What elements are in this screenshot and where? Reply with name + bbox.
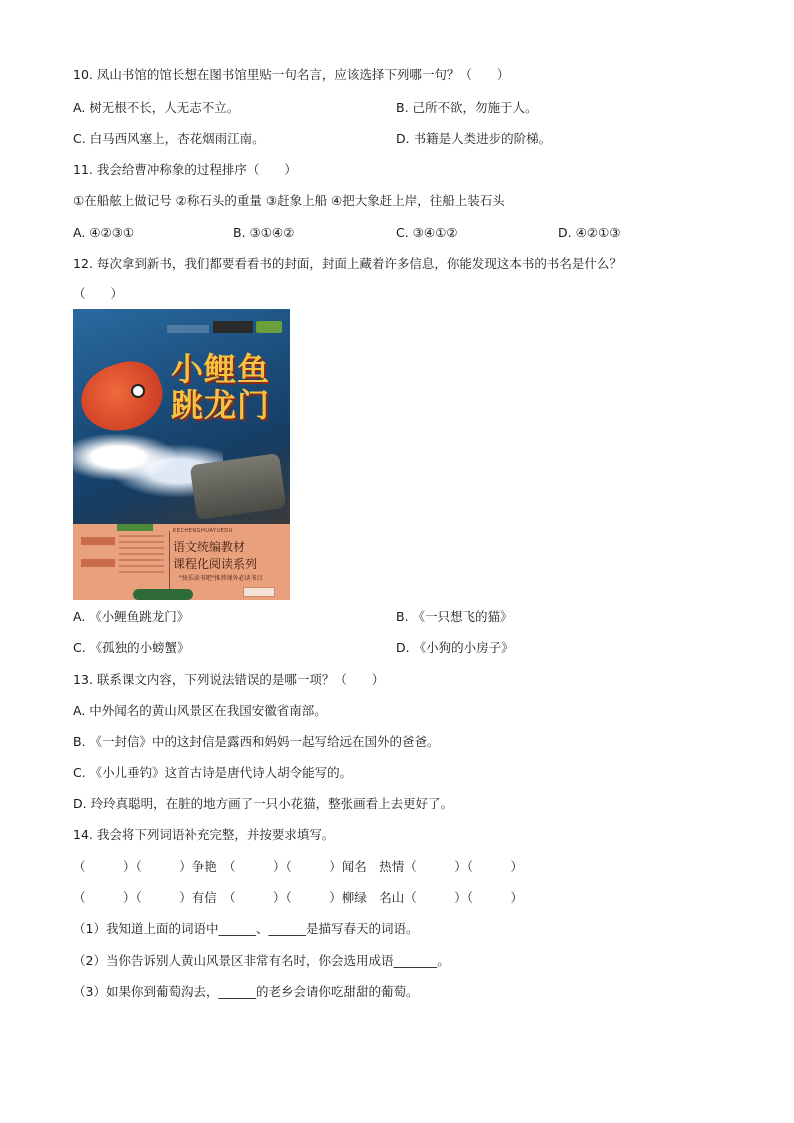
q11-stem: 11. 我会给曹冲称象的过程排序（ ） xyxy=(73,162,297,177)
cover-side-label-1 xyxy=(81,537,115,545)
carp-eye xyxy=(131,384,145,398)
q11-option-d: D. ④②①③ xyxy=(558,225,621,240)
cover-grade-tag xyxy=(117,524,153,531)
q10-option-b: B. 己所不欲，勿施于人。 xyxy=(396,100,538,115)
cover-edition-tag xyxy=(256,321,282,333)
q10-stem: 10. 凤山书馆的馆长想在图书馆里贴一句名言，应该选择下列哪一句？（ ） xyxy=(73,67,510,82)
cover-series-line-1: 语文统编教材 xyxy=(173,540,246,554)
q13-option-c: C. 《小儿垂钓》这首古诗是唐代诗人胡令能写的。 xyxy=(73,765,353,780)
q12-option-d: D. 《小狗的小房子》 xyxy=(396,640,514,655)
q13-option-d: D. 玲玲真聪明，在脏的地方画了一只小花猫，整张画看上去更好了。 xyxy=(73,796,454,811)
q14-sub-2: （2）当你告诉别人黄山风景区非常有名时，你会选用成语_______。 xyxy=(73,953,450,968)
cover-small-text xyxy=(119,535,164,575)
cover-title-line-1: 小鲤鱼 xyxy=(171,350,271,388)
q11-option-a: A. ④②③① xyxy=(73,225,135,240)
q11-option-c: C. ③④①② xyxy=(396,225,458,240)
q14-stem: 14. 我会将下列词语补充完整，并按要求填写。 xyxy=(73,827,335,842)
q13-stem: 13. 联系课文内容，下列说法错误的是哪一项？（ ） xyxy=(73,672,385,687)
q12-option-c: C. 《孤独的小螃蟹》 xyxy=(73,640,190,655)
cover-badge xyxy=(213,321,253,333)
q12-blank: （ ） xyxy=(73,286,124,301)
q14-row-2: （ ）（ ）有信 （ ）（ ）柳绿 名山（ ）（ ） xyxy=(73,890,524,905)
q14-row-1: （ ）（ ）争艳 （ ）（ ）闻名 热情（ ）（ ） xyxy=(73,859,524,874)
cover-title-line-2: 跳龙门 xyxy=(171,386,271,424)
book-cover-image xyxy=(73,309,290,600)
q10-option-a: A. 树无根不长，人无志不立。 xyxy=(73,100,240,115)
q13-option-b: B. 《一封信》中的这封信是露西和妈妈一起写给远在国外的爸爸。 xyxy=(73,734,440,749)
q13-option-a: A. 中外闻名的黄山风景区在我国安徽省南部。 xyxy=(73,703,327,718)
q10-option-d: D. 书籍是人类进步的阶梯。 xyxy=(396,131,552,146)
q14-sub-1: （1）我知道上面的词语中______、______是描写春天的词语。 xyxy=(73,921,419,936)
q11-steps: ①在船舷上做记号 ②称石头的重量 ③赶象上船 ④把大象赶上岸，往船上装石头 xyxy=(73,193,505,208)
cover-badge-label xyxy=(167,325,209,333)
cover-series-line-2: 课程化阅读系列 xyxy=(173,557,258,571)
q12-stem: 12. 每次拿到新书，我们都要看看书的封面，封面上藏着许多信息，你能发现这本书的书名是什么？ xyxy=(73,256,622,271)
q11-option-b: B. ③①④② xyxy=(233,225,295,240)
cover-series-en: KECHENGHUAYUEDU xyxy=(173,528,233,534)
q12-option-a: A. 《小鲤鱼跳龙门》 xyxy=(73,609,190,624)
cover-title xyxy=(171,351,270,423)
cover-stamp xyxy=(243,587,275,597)
q12-option-b: B. 《一只想飞的猫》 xyxy=(396,609,513,624)
q14-sub-3: （3）如果你到葡萄沟去，______的老乡会请你吃甜甜的葡萄。 xyxy=(73,984,419,999)
cover-series-line-3: "快乐读书吧"推荐课外必读书目 xyxy=(179,575,263,582)
publisher-logo xyxy=(133,589,193,600)
q10-option-c: C. 白马西风塞上，杏花烟雨江南。 xyxy=(73,131,265,146)
cover-divider xyxy=(169,531,170,591)
cover-side-label-2 xyxy=(81,559,115,567)
